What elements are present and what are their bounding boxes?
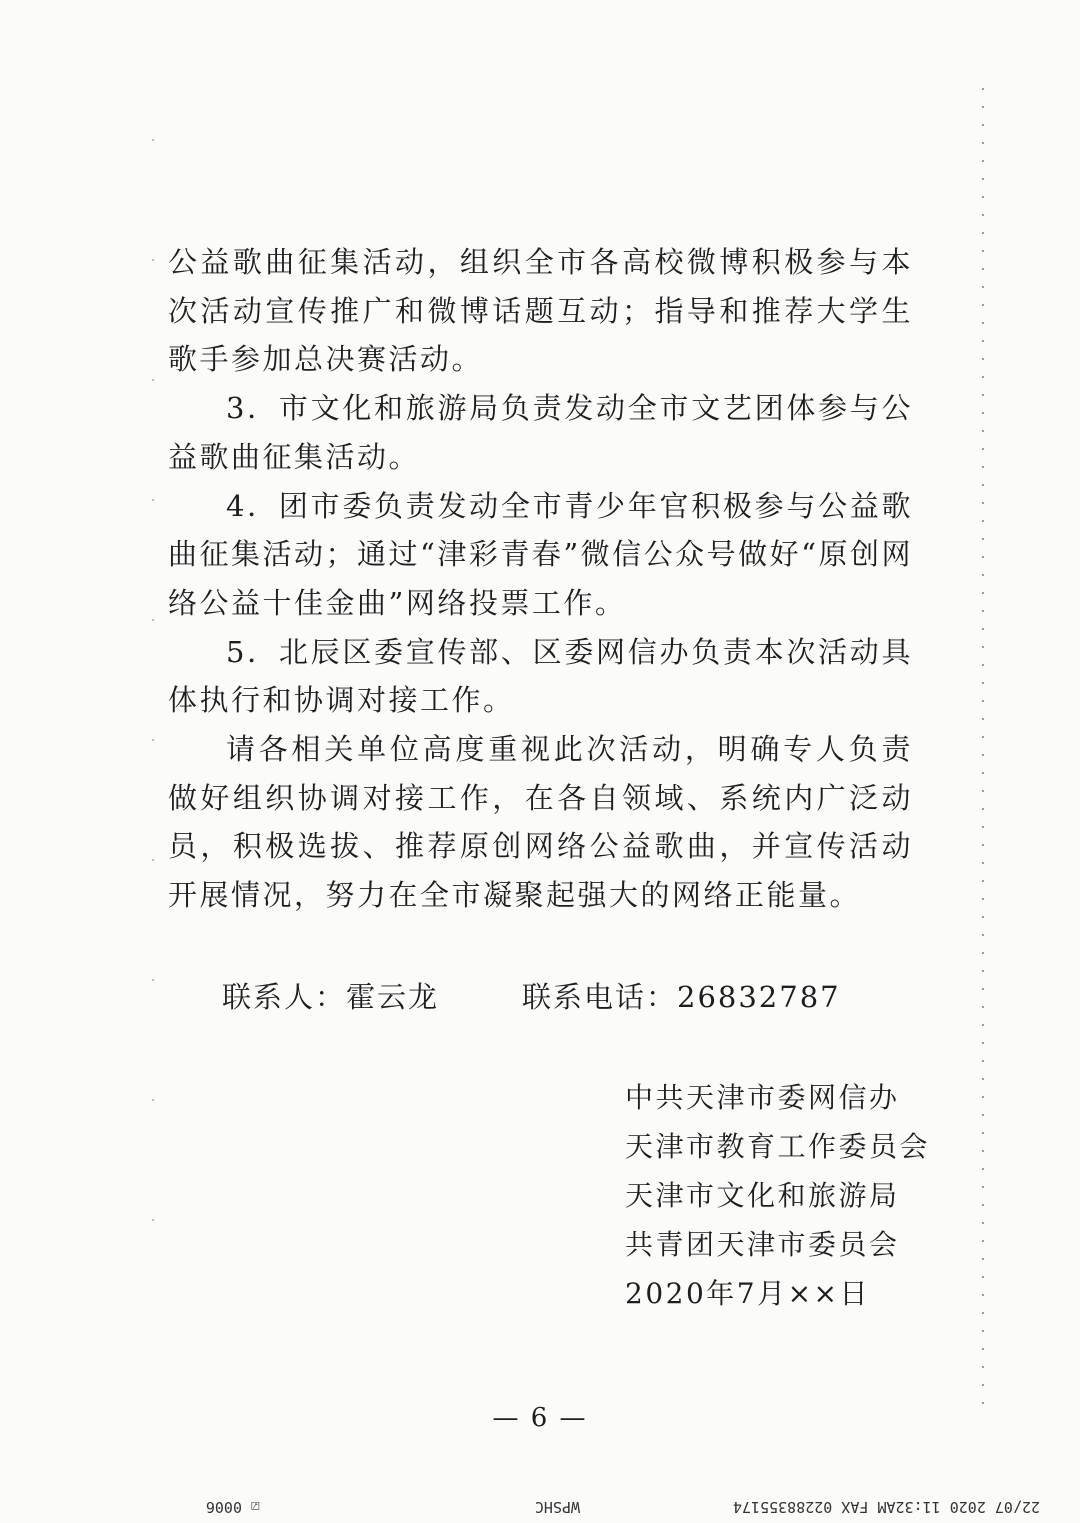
signature-org-1: 中共天津市委网信办 bbox=[625, 1081, 900, 1114]
paragraph-1: 公益歌曲征集活动，组织全市各高校微博积极参与本次活动宣传推广和微博话题互动；指导和推荐大学生歌手参加总决赛活动。 bbox=[168, 245, 913, 377]
contact-phone: 联系电话：26832787 bbox=[522, 980, 841, 1014]
fax-footer bbox=[120, 1492, 1040, 1516]
signature-org-2: 天津市教育工作委员会 bbox=[625, 1130, 931, 1163]
fax-wpshc: WPSHC bbox=[534, 1498, 580, 1516]
page-number: — 6 — bbox=[492, 1403, 588, 1433]
body-text bbox=[168, 238, 913, 920]
paragraph-4: 5．北辰区委宣传部、区委网信办负责本次活动具体执行和协调对接工作。 bbox=[168, 634, 913, 718]
fax-date-line: 22/07 2020 11:32AM FAX 02288355174 bbox=[732, 1498, 1040, 1516]
paragraph-3: 4．团市委负责发动全市青少年官积极参与公益歌曲征集活动；通过“津彩青春”微信公众号做好“原创网络公益十佳金曲”网络投票工作。 bbox=[168, 488, 913, 620]
signature-org-3: 天津市文化和旅游局 bbox=[625, 1179, 900, 1212]
signature-date: 2020年7月××日 bbox=[625, 1277, 870, 1310]
signature-org-4: 共青团天津市委员会 bbox=[625, 1228, 900, 1261]
paragraph-5: 请各相关单位高度重视此次活动，明确专人负责做好组织协调对接工作，在各自领域、系统内广泛动员，积极选拔、推荐原创网络公益歌曲，并宣传活动开展情况，努力在全市凝聚起强大的网络正能量。 bbox=[168, 732, 913, 913]
fax-page-code: ☑ 0006 bbox=[205, 1498, 260, 1516]
paragraph-2: 3．市文化和旅游局负责发动全市文艺团体参与公益歌曲征集活动。 bbox=[168, 391, 913, 474]
scan-edge-dots-right bbox=[982, 80, 984, 1410]
signature-block bbox=[625, 1073, 930, 1318]
contact-person: 联系人：霍云龙 bbox=[222, 980, 440, 1014]
scan-edge-dots-left bbox=[152, 80, 154, 1280]
